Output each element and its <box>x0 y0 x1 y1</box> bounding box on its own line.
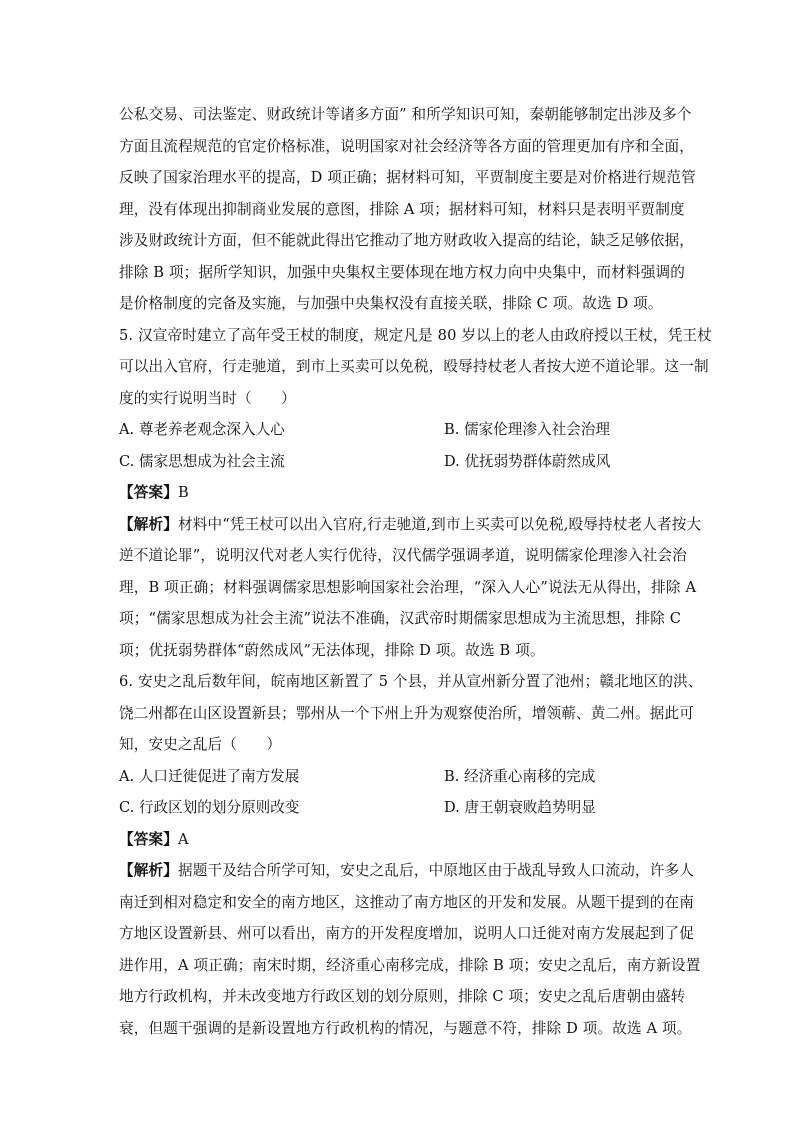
answer-line <box>119 824 679 856</box>
analysis-line: 衰，但题干强调的是新设置地方行政机构的情况，与题意不符，排除 D 项。故选 A 项。 <box>119 1019 692 1037</box>
question-stem-line: 可以出入官府，行走驰道，到市上买卖可以免税，殴辱持杖老人者按大逆不道论罪。这一制 <box>119 358 709 375</box>
answer-value: A <box>177 830 189 848</box>
option-a: A. 人口迁徙促进了南方发展 <box>119 767 300 785</box>
option-d: D. 优抚弱势群体蔚然成风 <box>444 452 611 470</box>
options-row <box>119 792 679 824</box>
analysis-text: 据题干及结合所学可知，安史之乱后，中原地区由于战乱导致人口流动，许多人 <box>177 862 695 879</box>
options-row <box>119 761 679 793</box>
analysis-label: 【解析】 <box>119 862 178 879</box>
question-stem-line: 饶二州都在山区设置新县；鄂州从一个下州上升为观察使治所，增领蕲、黄二州。据此可 <box>119 704 695 722</box>
document-body <box>119 99 712 1044</box>
question-stem-line: 5. 汉宣帝时建立了高年受王杖的制度，规定凡是 80 岁以上的老人由政府授以王杖，凭王杖 <box>119 326 712 344</box>
analysis-line <box>119 509 702 541</box>
analysis-line: 项；“儒家思想成为社会主流”说法不准确，汉武帝时期儒家思想成为主流思想，排除 C <box>119 610 682 627</box>
text-line: 排除 B 项；据所学知识，加强中央集权主要体现在地方权力向中央集中，而材料强调的 <box>119 263 685 281</box>
analysis-label: 【解析】 <box>119 515 178 533</box>
text-line: 公私交易、司法鉴定、财政统计等诸多方面” 和所学知识可知，秦朝能够制定出涉及多个 <box>119 106 692 123</box>
text-line: 反映了国家治理水平的提高，D 项正确；据材料可知，平贾制度主要是对价格进行规范管 <box>119 169 696 186</box>
analysis-line <box>119 855 695 887</box>
option-b: B. 经济重心南移的完成 <box>444 767 596 785</box>
question-6 <box>119 666 703 1044</box>
analysis-line: 项；优抚弱势群体“蔚然成风”无法体现，排除 D 项。故选 B 项。 <box>119 641 545 659</box>
options-row <box>119 414 679 446</box>
option-b: B. 儒家伦理渗入社会治理 <box>444 421 610 438</box>
option-a: A. 尊老养老观念深入人心 <box>119 421 285 438</box>
answer-line <box>119 477 679 509</box>
question-stem-line: 6. 安史之乱后数年间，皖南地区新置了 5 个县，并从宣州新分置了池州；赣北地区的洪、 <box>119 673 703 690</box>
option-c: C. 儒家思想成为社会主流 <box>119 452 285 470</box>
analysis-line: 理，B 项正确；材料强调儒家思想影响国家社会治理，“深入人心”说法无从得出，排除 A <box>119 578 697 596</box>
analysis-line: 方地区设置新县、州可以看出，南方的开发程度增加，说明人口迁徙对南方发展起到了促 <box>119 925 695 942</box>
answer-label: 【答案】 <box>119 484 178 501</box>
analysis-text: 材料中“凭王杖可以出入官府,行走驰道,到市上买卖可以免税,殴辱持杖老人者按大 <box>177 515 702 533</box>
answer-value: B <box>177 484 189 501</box>
analysis-line: 进作用，A 项正确；南宋时期，经济重心南移完成，排除 B 项；安史之乱后，南方新设置 <box>119 956 701 974</box>
text-line: 涉及财政统计方面，但不能就此得出它推动了地方财政收入提高的结论，缺乏足够依据， <box>119 232 695 249</box>
analysis-line: 逆不道论罪”，说明汉代对老人实行优待，汉代儒学强调孝道，说明儒家伦理渗入社会治 <box>119 547 687 564</box>
question-5 <box>119 320 712 667</box>
option-c: C. 行政区划的划分原则改变 <box>119 799 300 816</box>
analysis-line: 地方行政机构，并未改变地方行政区划的划分原则，排除 C 项；安史之乱后唐朝由盛转 <box>119 988 686 1005</box>
previous-analysis-continuation <box>119 99 696 320</box>
text-line: 是价格制度的完备及实施，与加强中央集权没有直接关联，排除 C 项。故选 D 项。 <box>119 295 663 312</box>
question-stem-line: 度的实行说明当时（ ） <box>119 389 296 407</box>
text-line: 方面且流程规范的官定价格标准，说明国家对社会经济等各方面的管理更加有序和全面， <box>119 137 695 155</box>
options-row <box>119 446 679 478</box>
answer-label: 【答案】 <box>119 830 178 848</box>
analysis-line: 南迁到相对稳定和安全的南方地区，这推动了南方地区的开发和发展。从题干提到的在南 <box>119 893 695 911</box>
text-line: 理，没有体现出抑制商业发展的意图，排除 A 项；据材料可知，材料只是表明平贾制度 <box>119 200 685 218</box>
option-d: D. 唐王朝衰败趋势明显 <box>444 799 596 816</box>
question-stem-line: 知，安史之乱后（ ） <box>119 736 282 753</box>
